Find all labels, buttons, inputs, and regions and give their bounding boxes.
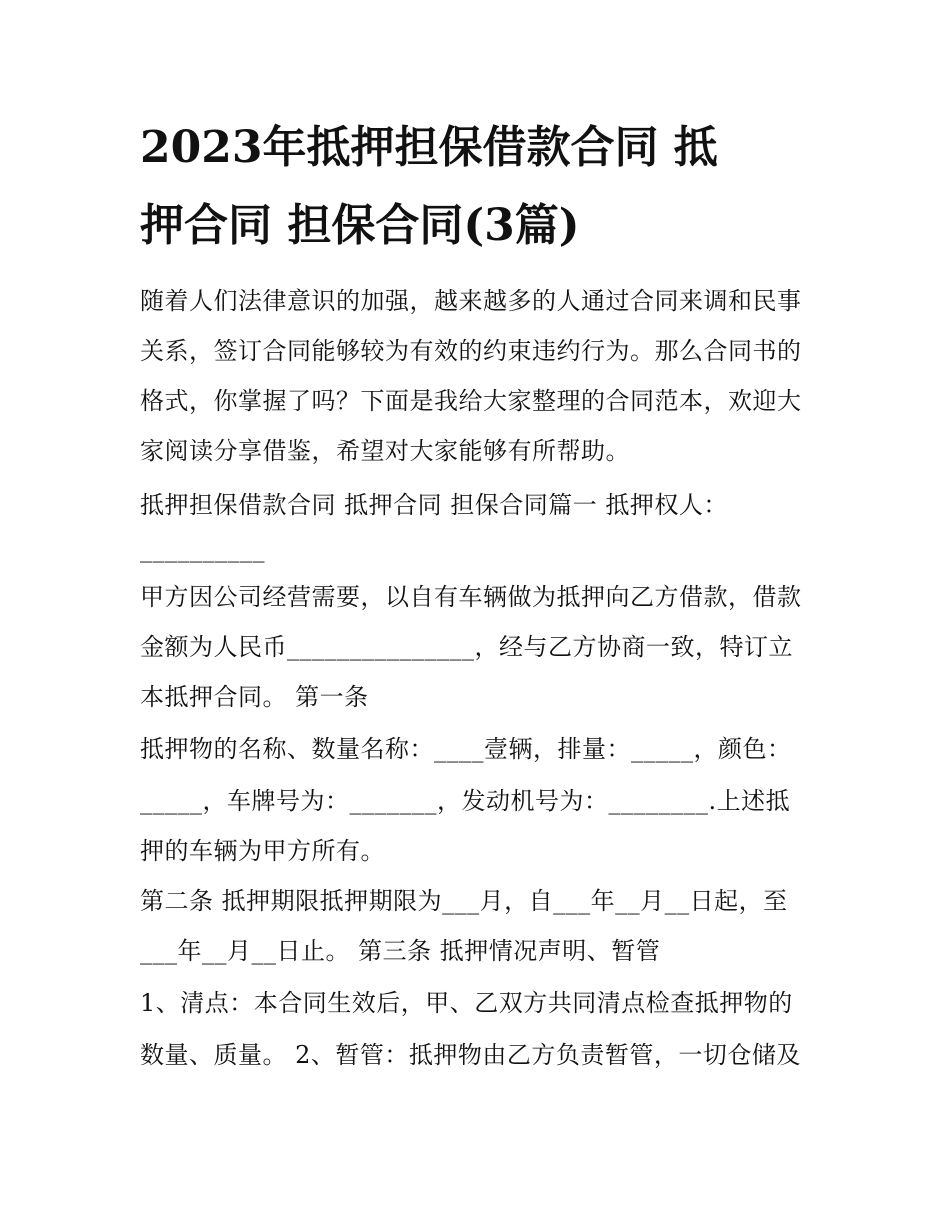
body-line-5: 抵押担保借款合同 抵押合同 担保合同篇一 抵押权人： [140,491,728,519]
body-line-2: 关系，签订合同能够较为有效的约束违约行为。那么合同书的 [140,337,802,365]
body-line-4: 家阅读分享借鉴，希望对大家能够有所帮助。 [140,437,630,465]
body-line-1: 随着人们法律意识的加强，越来越多的人通过合同来调和民事 [140,287,802,315]
body-line-15: 1、清点：本合同生效后，甲、乙双方共同清点检查抵押物的 [140,989,793,1017]
document-title-line-1: 2023年抵押担保借款合同 抵 [140,122,718,173]
body-line-3: 格式，你掌握了吗？下面是我给大家整理的合同范本，欢迎大 [140,387,802,415]
body-line-13: 第二条 抵押期限抵押期限为___月，自___年__月__日起，至 [140,887,788,915]
body-line-9: 本抵押合同。 第一条 [140,683,369,711]
document-title-line-2: 押合同 担保合同(3篇) [140,200,580,251]
body-line-6: __________ [140,535,265,563]
body-line-11: _____，车牌号为：_______，发动机号为：________.上述抵 [140,787,791,815]
body-line-10: 抵押物的名称、数量名称：____壹辆，排量：_____，颜色： [140,735,792,763]
body-line-14: ___年__月__日止。 第三条 抵押情况声明、暂管 [140,937,661,965]
body-line-7: 甲方因公司经营需要，以自有车辆做为抵押向乙方借款，借款 [140,583,802,611]
body-line-16: 数量、质量。 2、暂管：抵押物由乙方负责暂管，一切仓储及 [140,1041,801,1069]
body-line-8: 金额为人民币_______________，经与乙方协商一致，特订立 [140,633,793,661]
body-line-12: 押的车辆为甲方所有。 [140,837,385,865]
